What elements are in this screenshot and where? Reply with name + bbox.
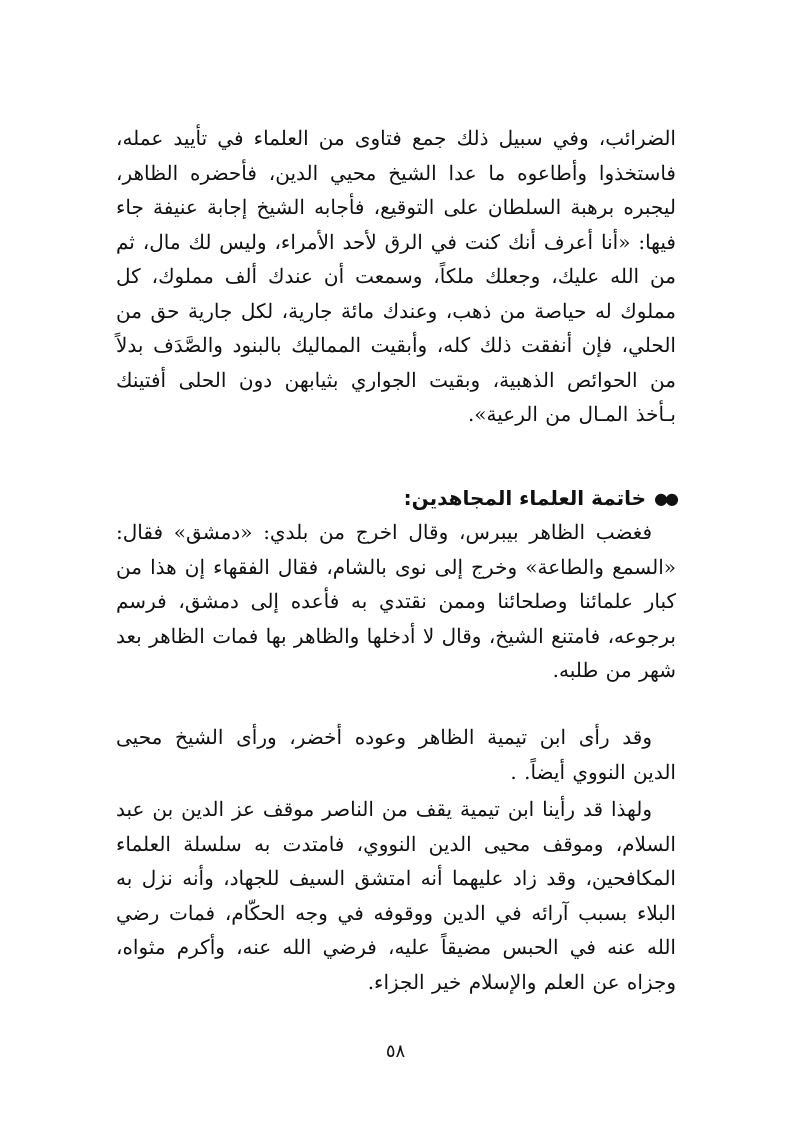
paragraph-2 — [116, 515, 676, 688]
heading-text: خاتمة العلماء المجاهدين: — [403, 486, 647, 510]
heading-bullet: ●● — [654, 489, 676, 508]
paragraph-3-text: وقد رأى ابن تيمية الظاهر وعوده أخضر، ورأى الشيخ محيى الدين النووي أيضاً. . — [116, 725, 676, 784]
paragraph-3 — [116, 720, 676, 789]
paragraph-1: الضرائب، وفي سبيل ذلك جمع فتاوى من العلماء في تأييد عمله، فاستخذوا وأطاعوه ما عدا الشيخ محيي الدين، فأحضره الظاهر، ليجبره برهبة السلطان على التوقيع، فأجابه الشيخ إجابة عنيفة جاء فيها: «أنا أعرف أنك كنت في الرق لأحد الأمراء، وليس لك مال، ثم من الله عليك، وجعلك ملكاً، وسمعت أن عندك ألف مملوك، كل مملوك له حياصة من ذهب، وعندك مائة جارية، لكل جارية حق من الحلي، فإن أنفقت ذلك كله، وأبقيت المماليك بالبنود والصَّدَف بدلاً من الحوائص الذهبية، وبقيت الجواري بثيابهن دون الحلى أفتينك بـأخذ المـال من الرعية». — [116, 126, 676, 426]
paragraph-4-text: ولهذا قد رأينا ابن تيمية يقف من الناصر موقف عز الدين بن عبد السلام، وموقف محيى الدين النووي، فامتدت به سلسلة العلماء المكافحين، وقد زاد عليهما أنه امتشق السيف للجهاد، وأنه نزل به البلاء بسبب آرائه في الدين ووقوفه في وجه الحكّام، فمات رضي الله عنه في الحبس مضيقاً عليه، فرضي الله عنه، وأكرم مثواه، وجزاه عن العلم والإسلام خير الجزاء. — [116, 797, 676, 994]
section-heading — [116, 482, 676, 515]
page-number: ٥٨ — [385, 1041, 406, 1062]
paragraph-2-text: فغضب الظاهر بيبرس، وقال اخرج من بلدي: «دمشق» فقال: «السمع والطاعة» وخرج إلى نوى بالشام، فقال الفقهاء إن هذا من كبار علمائنا وصلحائنا وممن نقتدي به فأعده إلى دمشق، فرسم برجوعه، فامتنع الشيخ، وقال لا أدخلها والظاهر بها فمات الظاهر بعد شهر من طلبه. — [116, 520, 676, 682]
paragraph-4 — [116, 792, 676, 999]
